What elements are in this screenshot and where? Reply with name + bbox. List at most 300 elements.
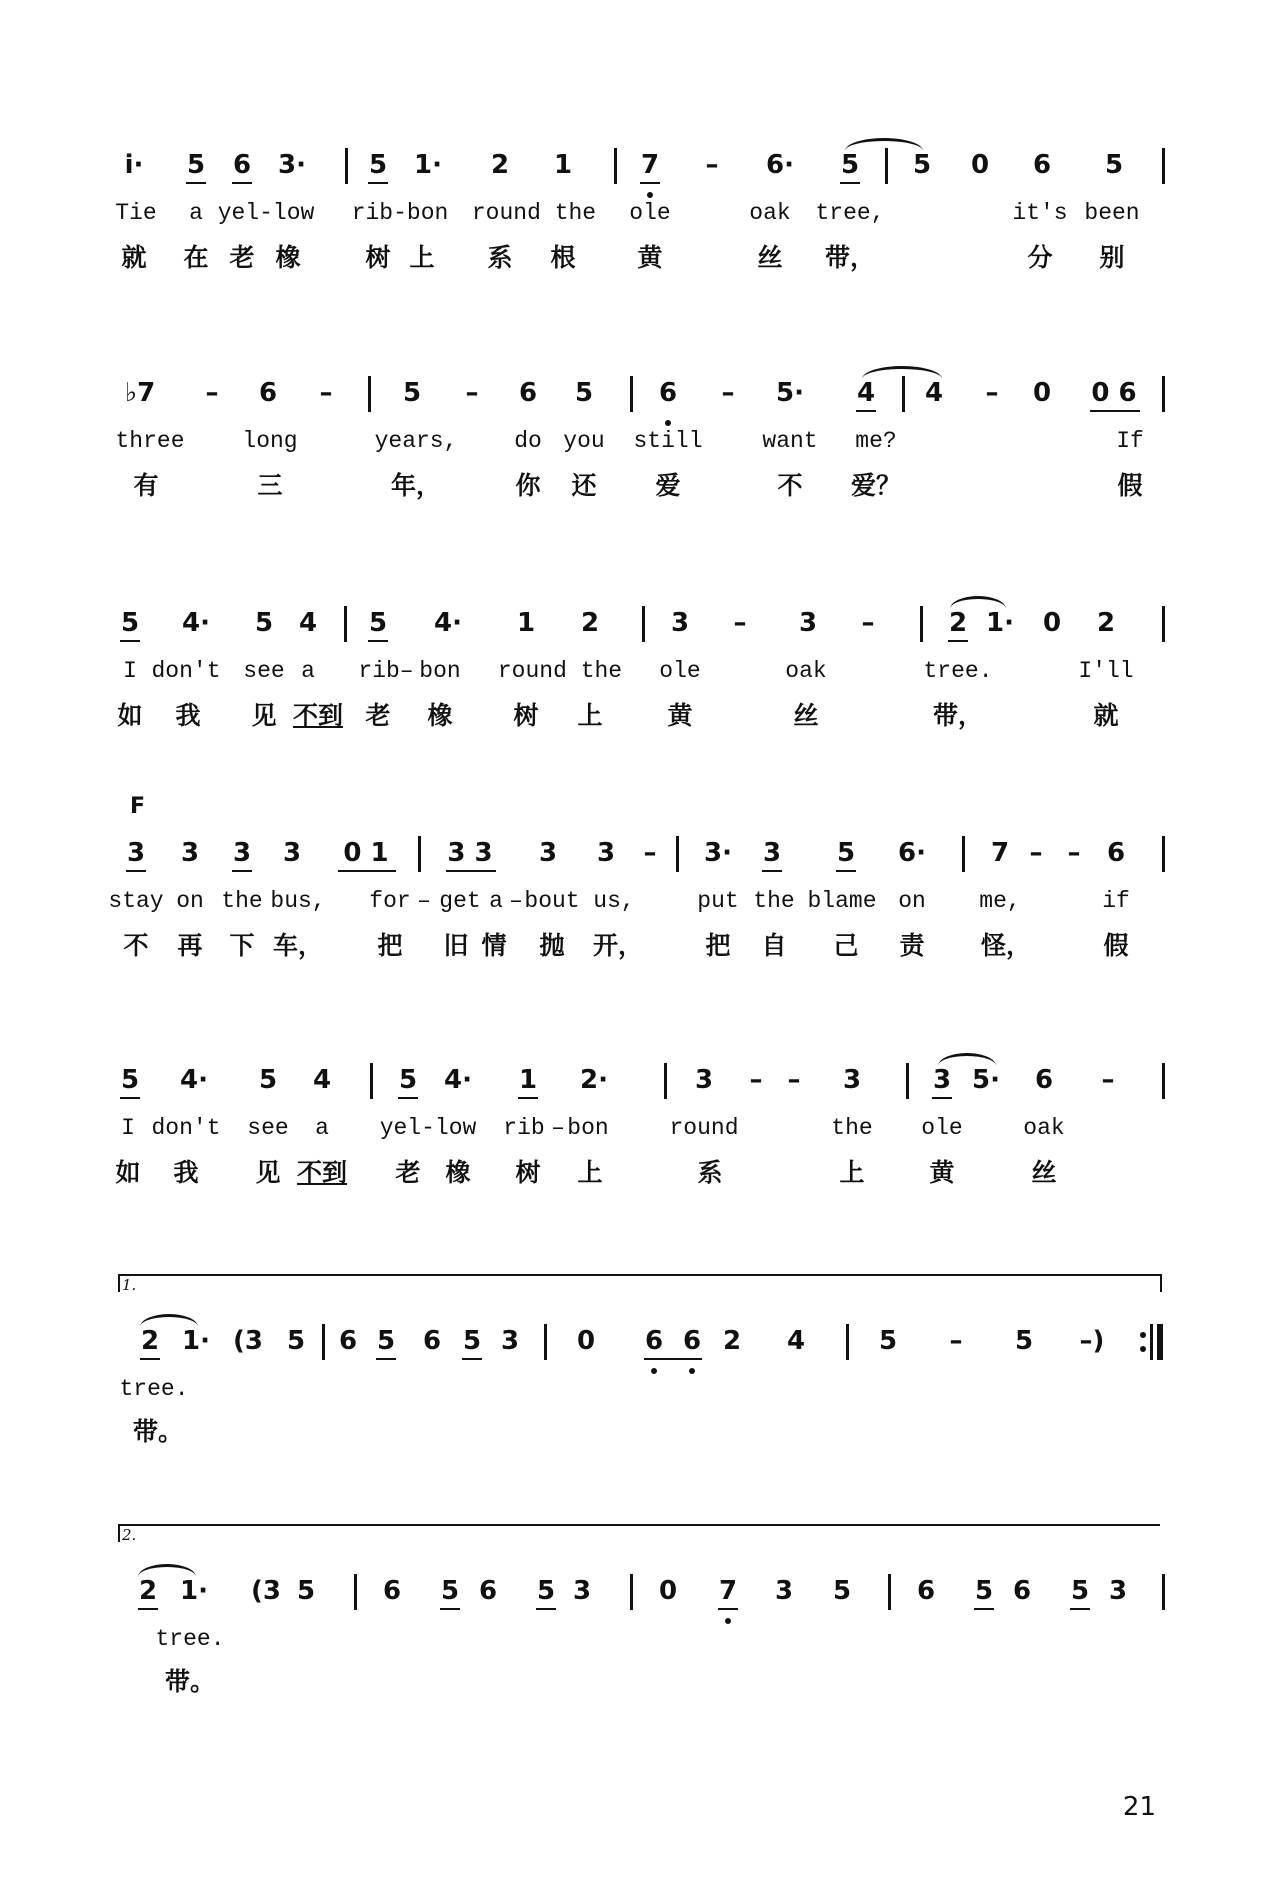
note: 5	[536, 1576, 556, 1606]
underline	[232, 870, 252, 872]
lyric: 树	[515, 1158, 541, 1187]
lyric: 不到	[292, 701, 344, 730]
lyric: 己	[833, 931, 859, 960]
note: 3·	[278, 150, 306, 180]
lyric: 丝	[757, 243, 783, 272]
note: 2	[580, 608, 600, 638]
tie	[845, 138, 923, 151]
note: 6	[518, 378, 538, 408]
lyric: 老	[395, 1158, 421, 1187]
lyric: round the	[497, 658, 623, 684]
note: 6	[1032, 150, 1052, 180]
note: 5	[296, 1576, 316, 1606]
underline	[856, 410, 876, 412]
note: 1	[553, 150, 573, 180]
lyric: 上	[577, 1158, 603, 1187]
chinese-lyrics	[0, 1662, 1272, 1702]
lyric: three	[115, 428, 185, 454]
barline	[1162, 606, 1165, 642]
note: 6	[478, 1576, 498, 1606]
barline	[1162, 836, 1165, 872]
underline	[932, 1097, 952, 1099]
underline	[440, 1608, 460, 1610]
note: –	[985, 378, 999, 408]
score-system-1	[0, 120, 1272, 340]
lyric: 上	[577, 701, 603, 730]
note: 3	[500, 1326, 520, 1356]
tie	[938, 1053, 996, 1066]
note: 3	[282, 838, 302, 868]
lyric: 下	[229, 931, 255, 960]
note: 3	[670, 608, 690, 638]
note: 6	[422, 1326, 442, 1356]
underline	[376, 1358, 396, 1360]
note: –	[787, 1065, 801, 1095]
lyric: I'll	[1078, 658, 1134, 684]
lyric: 黄	[637, 243, 663, 272]
underline	[232, 182, 252, 184]
note: 3	[180, 838, 200, 868]
octave-dot	[647, 192, 653, 198]
note: 3	[774, 1576, 794, 1606]
lyric: been	[1084, 200, 1140, 226]
barline	[630, 376, 633, 412]
barline	[885, 148, 888, 184]
lyric: 上	[409, 243, 435, 272]
barline	[676, 836, 679, 872]
note: 2	[138, 1576, 158, 1606]
lyric: it's	[1012, 200, 1068, 226]
notation-row	[0, 150, 1272, 190]
note: –	[1029, 838, 1043, 868]
underline	[836, 870, 856, 872]
note: –	[733, 608, 747, 638]
lyric: a	[489, 888, 503, 914]
english-lyrics	[0, 428, 1272, 468]
note: 3	[596, 838, 616, 868]
english-lyrics	[0, 200, 1272, 240]
lyric: 不	[123, 931, 149, 960]
note: 5	[462, 1326, 482, 1356]
underline	[1070, 1608, 1090, 1610]
note: 6	[258, 378, 278, 408]
lyric: ole	[659, 658, 701, 684]
lyric: If	[1116, 428, 1144, 454]
note: 5	[974, 1576, 994, 1606]
note: 5	[186, 150, 206, 180]
tie	[138, 1564, 196, 1577]
underline	[120, 1097, 140, 1099]
lyric: 责	[899, 931, 925, 960]
lyric: –	[417, 888, 431, 914]
lyric: 带。	[164, 1667, 216, 1696]
note: 6	[382, 1576, 402, 1606]
note: (3	[251, 1576, 281, 1606]
notation-row	[0, 1326, 1272, 1366]
lyric: rib	[503, 1115, 545, 1141]
note: 4	[312, 1065, 332, 1095]
note: –	[205, 378, 219, 408]
note: 3	[232, 838, 252, 868]
lyric: 自	[761, 931, 787, 960]
note: 2	[722, 1326, 742, 1356]
lyric: 别	[1099, 243, 1125, 272]
barline	[902, 376, 905, 412]
barline	[345, 148, 348, 184]
lyric: ole	[629, 200, 671, 226]
lyric: on	[176, 888, 204, 914]
note: (3	[233, 1326, 263, 1356]
note: 5	[398, 1065, 418, 1095]
note: 3·	[704, 838, 732, 868]
underline	[762, 870, 782, 872]
lyric: put	[697, 888, 739, 914]
lyric: 爱？	[850, 471, 902, 500]
chinese-lyrics	[0, 696, 1272, 736]
underline	[140, 1358, 160, 1360]
note: 0	[1042, 608, 1062, 638]
note: 2	[948, 608, 968, 638]
note: 4	[856, 378, 876, 408]
lyric: a	[189, 200, 203, 226]
tie	[862, 366, 942, 379]
lyric: 分	[1027, 243, 1053, 272]
lyric: round the	[471, 200, 597, 226]
lyric: long	[242, 428, 298, 454]
underline	[126, 870, 146, 872]
barline	[354, 1574, 357, 1610]
lyric: –	[551, 1115, 565, 1141]
volta-number: 1.	[122, 1276, 137, 1294]
lyric: see	[247, 1115, 289, 1141]
note: 6	[1106, 838, 1126, 868]
underline	[640, 182, 660, 184]
barline	[370, 1063, 373, 1099]
lyric: bon	[567, 1115, 609, 1141]
note: 3	[538, 838, 558, 868]
lyric: for	[369, 888, 411, 914]
lyric: I	[123, 658, 137, 684]
lyric: 我	[175, 701, 201, 730]
note: –	[319, 378, 333, 408]
underline	[368, 182, 388, 184]
lyric: Tie	[115, 200, 157, 226]
note: 5	[254, 608, 274, 638]
lyric: 我	[173, 1158, 199, 1187]
lyric: 就	[1093, 701, 1119, 730]
note: 1	[516, 608, 536, 638]
note: –	[721, 378, 735, 408]
underline	[644, 1358, 702, 1360]
note: 5	[1104, 150, 1124, 180]
lyric: don't	[151, 1115, 221, 1141]
lyric: 再	[177, 931, 203, 960]
lyric: 抛	[539, 931, 565, 960]
note: 6·	[766, 150, 794, 180]
lyric: 就	[121, 243, 147, 272]
lyric: rib–	[358, 658, 414, 684]
note: 4·	[434, 608, 462, 638]
notation-row	[0, 608, 1272, 648]
underline	[138, 1608, 158, 1610]
lyric: oak	[785, 658, 827, 684]
note: 4	[924, 378, 944, 408]
underline	[398, 1097, 418, 1099]
barline	[642, 606, 645, 642]
note: i·	[124, 150, 144, 180]
barline	[322, 1324, 325, 1360]
english-lyrics	[0, 1626, 1272, 1666]
lyric: 黄	[667, 701, 693, 730]
tie	[950, 596, 1006, 609]
lyric: 橡	[427, 701, 453, 730]
chinese-lyrics	[0, 1412, 1272, 1452]
underline	[368, 640, 388, 642]
note: 3	[842, 1065, 862, 1095]
note: 3	[694, 1065, 714, 1095]
note: 0	[970, 150, 990, 180]
lyric: 橡	[445, 1158, 471, 1187]
octave-dot	[689, 1368, 695, 1374]
lyric: still	[633, 428, 703, 454]
lyric: 系	[487, 243, 513, 272]
note: 1·	[182, 1326, 210, 1356]
lyric: bout	[524, 888, 580, 914]
lyric: 不到	[296, 1158, 348, 1187]
note: 5	[840, 150, 860, 180]
octave-dot	[665, 420, 671, 426]
barline	[664, 1063, 667, 1099]
lyric: want	[762, 428, 818, 454]
lyric: 如	[117, 701, 143, 730]
lyric: years,	[374, 428, 458, 454]
lyric: yel-low	[217, 200, 315, 226]
barline	[368, 376, 371, 412]
note: 4	[786, 1326, 806, 1356]
lyric: 见	[251, 701, 277, 730]
lyric: stay	[108, 888, 164, 914]
lyric: 丝	[793, 701, 819, 730]
volta-bracket-1	[118, 1274, 1162, 1292]
lyric: 丝	[1031, 1158, 1057, 1187]
underline	[948, 640, 968, 642]
note: 6	[916, 1576, 936, 1606]
lyric: 开，	[592, 931, 644, 960]
lyric: 爱	[655, 471, 681, 500]
note: ♭7	[124, 378, 156, 408]
note: 5	[120, 608, 140, 638]
lyric: oak	[1023, 1115, 1065, 1141]
barline	[344, 606, 347, 642]
underline	[840, 182, 860, 184]
lyric: 怪，	[980, 931, 1032, 960]
lyric: 带，	[932, 701, 984, 730]
note: 4·	[180, 1065, 208, 1095]
note: 2·	[580, 1065, 608, 1095]
chinese-lyrics	[0, 1153, 1272, 1193]
lyric: a	[301, 658, 315, 684]
score-system-7	[0, 1510, 1272, 1730]
note: 5	[912, 150, 932, 180]
lyric: 上	[839, 1158, 865, 1187]
note: –	[861, 608, 875, 638]
note: –	[949, 1326, 963, 1356]
notation-row	[0, 838, 1272, 878]
underline	[186, 182, 206, 184]
note: 0	[1032, 378, 1052, 408]
octave-dot	[725, 1618, 731, 1624]
note: 6	[1034, 1065, 1054, 1095]
note: 7	[718, 1576, 738, 1606]
lyric: 带，	[824, 243, 876, 272]
lyric: 旧	[443, 931, 469, 960]
lyric: 黄	[929, 1158, 955, 1187]
note: 6	[682, 1326, 702, 1356]
lyric: I	[121, 1115, 135, 1141]
chinese-lyrics	[0, 466, 1272, 506]
note: 5	[402, 378, 422, 408]
underline	[518, 1097, 538, 1099]
volta-bracket-2	[118, 1524, 1160, 1542]
lyric: 系	[697, 1158, 723, 1187]
underline	[718, 1608, 738, 1610]
note: 1·	[180, 1576, 208, 1606]
lyric: 车，	[272, 931, 324, 960]
note: 3	[932, 1065, 952, 1095]
lyric: 树	[365, 243, 391, 272]
lyric: 橡	[275, 243, 301, 272]
note: 2	[490, 150, 510, 180]
score-system-6	[0, 1260, 1272, 1480]
english-lyrics	[0, 1376, 1272, 1416]
lyric: 你	[515, 471, 541, 500]
barline	[1162, 1063, 1165, 1099]
lyric: blame	[807, 888, 877, 914]
lyric: yel-low	[379, 1115, 477, 1141]
lyric: oak	[749, 200, 791, 226]
note: 5	[440, 1576, 460, 1606]
barline	[418, 836, 421, 872]
lyric: bus,	[270, 888, 326, 914]
note: 5·	[776, 378, 804, 408]
note: 3	[1108, 1576, 1128, 1606]
lyric: you	[563, 428, 605, 454]
note: 7	[640, 150, 660, 180]
lyric: 假	[1103, 931, 1129, 960]
lyric: me?	[855, 428, 897, 454]
volta-number: 2.	[122, 1526, 137, 1544]
note: 5	[1014, 1326, 1034, 1356]
lyric: me,	[979, 888, 1021, 914]
underline	[536, 1608, 556, 1610]
barline	[544, 1324, 547, 1360]
note: 0	[658, 1576, 678, 1606]
note: 6·	[898, 838, 926, 868]
lyric: 老	[229, 243, 255, 272]
lyric: the	[753, 888, 795, 914]
note: 7	[990, 838, 1010, 868]
page-number: 21	[1122, 1792, 1156, 1822]
lyric: 年，	[390, 471, 442, 500]
lyric: get	[439, 888, 481, 914]
english-lyrics	[0, 658, 1272, 698]
note: 5	[258, 1065, 278, 1095]
note: 3	[798, 608, 818, 638]
english-lyrics	[0, 1115, 1272, 1155]
note: 1·	[986, 608, 1014, 638]
lyric: the	[831, 1115, 873, 1141]
lyric: 带。	[132, 1417, 184, 1446]
note: –)	[1079, 1326, 1105, 1356]
note: –	[1067, 838, 1081, 868]
note: 6	[658, 378, 678, 408]
lyric: 树	[513, 701, 539, 730]
note: 0 1	[343, 838, 389, 868]
lyric: tree.	[155, 1626, 225, 1652]
lyric: 老	[365, 701, 391, 730]
barline	[962, 836, 965, 872]
lyric: on	[898, 888, 926, 914]
lyric: 根	[550, 243, 576, 272]
note: 3	[762, 838, 782, 868]
barline	[888, 1574, 891, 1610]
note: 0	[576, 1326, 596, 1356]
lyric: 在	[183, 243, 209, 272]
note: 5	[120, 1065, 140, 1095]
barline	[846, 1324, 849, 1360]
lyric: –	[509, 888, 523, 914]
notation-row	[0, 1576, 1272, 1616]
lyric: 情	[481, 931, 507, 960]
note: 3	[126, 838, 146, 868]
note: 5	[286, 1326, 306, 1356]
underline	[974, 1608, 994, 1610]
barline	[1162, 148, 1165, 184]
chord-symbol: F	[130, 794, 146, 819]
lyric: tree,	[815, 200, 885, 226]
lyric: 把	[705, 931, 731, 960]
note: 5	[368, 608, 388, 638]
barline	[920, 606, 923, 642]
note: 2	[1096, 608, 1116, 638]
lyric: tree.	[119, 1376, 189, 1402]
note: –	[749, 1065, 763, 1095]
lyric: ole	[921, 1115, 963, 1141]
lyric: do	[514, 428, 542, 454]
lyric: 三	[257, 471, 283, 500]
note: 4·	[182, 608, 210, 638]
score-system-4	[0, 794, 1272, 1028]
note: 6	[1012, 1576, 1032, 1606]
barline	[630, 1574, 633, 1610]
chinese-lyrics	[0, 926, 1272, 966]
tie	[140, 1314, 198, 1327]
lyric: 把	[377, 931, 403, 960]
lyric: a	[315, 1115, 329, 1141]
underline	[120, 640, 140, 642]
note: 5	[574, 378, 594, 408]
lyric: tree.	[923, 658, 993, 684]
note: 6	[338, 1326, 358, 1356]
lyric: 不	[777, 471, 803, 500]
lyric: us,	[593, 888, 635, 914]
note: 1·	[414, 150, 442, 180]
underline	[1090, 410, 1140, 412]
note: –	[1101, 1065, 1115, 1095]
score-system-2	[0, 348, 1272, 568]
note: 1	[518, 1065, 538, 1095]
barline	[1162, 1574, 1165, 1610]
